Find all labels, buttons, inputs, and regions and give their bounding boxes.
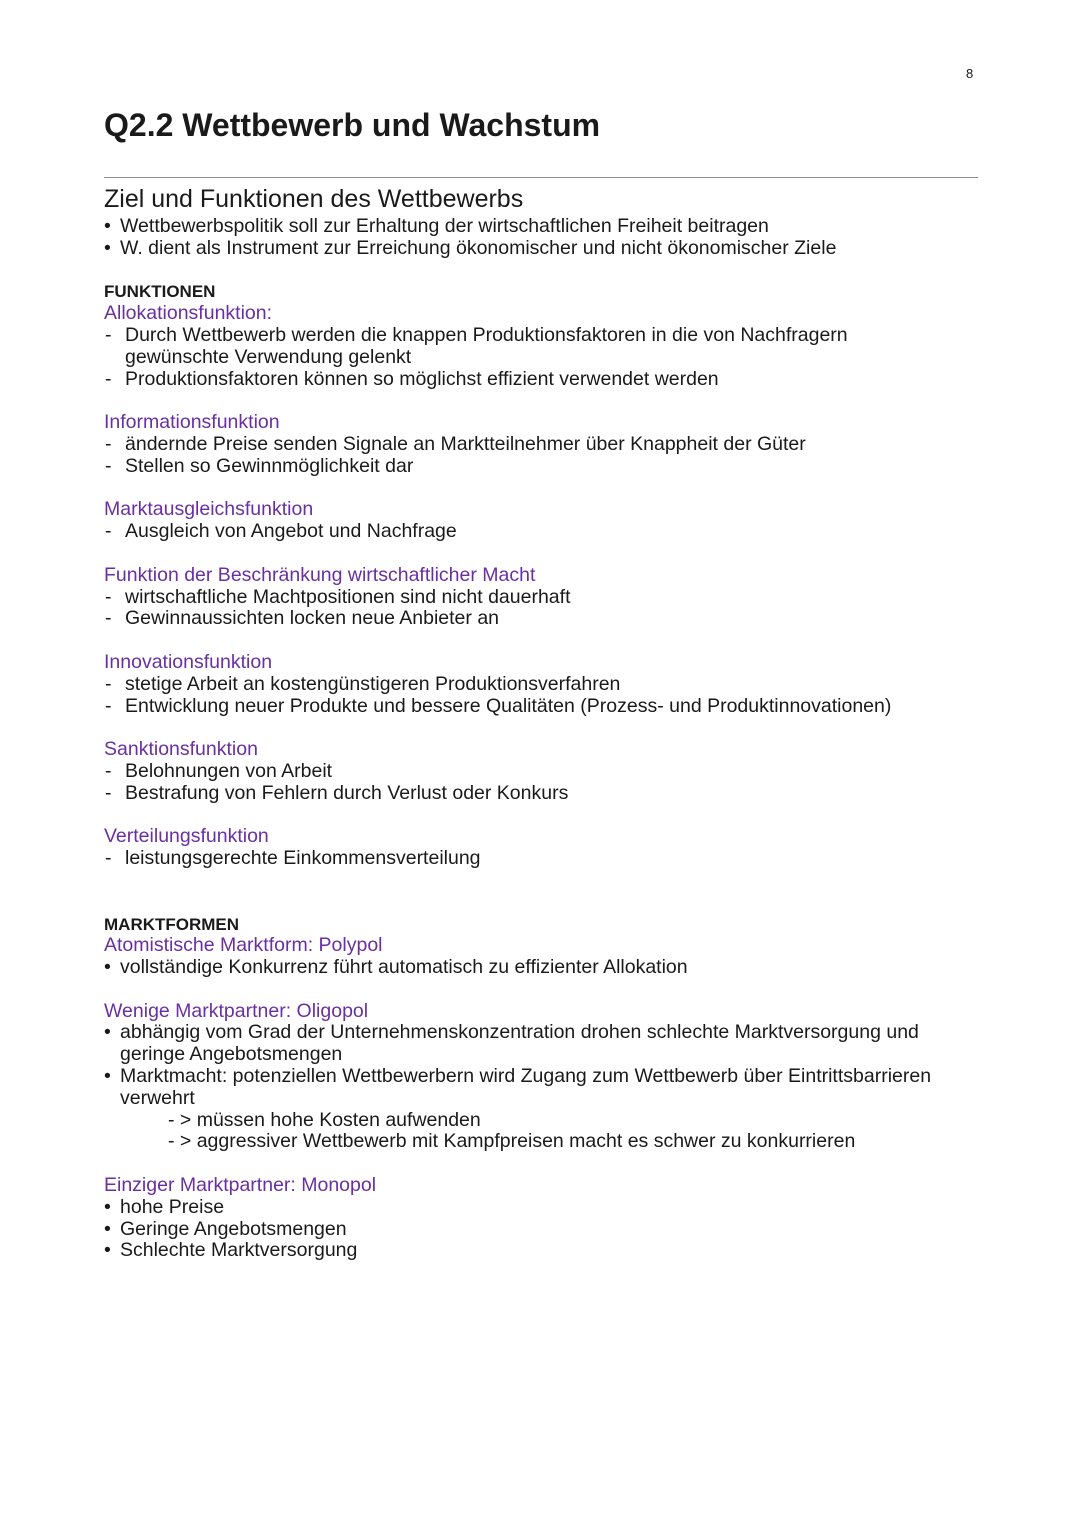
market-form-point: • Geringe Angebotsmengen — [104, 1219, 978, 1241]
document-body — [104, 104, 978, 1262]
function-point: - wirtschaftliche Machtpositionen sind nicht dauerhaft — [104, 587, 978, 609]
title-divider — [104, 177, 978, 178]
marktformen-heading: MARKTFORMEN — [104, 914, 240, 934]
market-form-title: Atomistische Marktform: Polypol — [104, 934, 383, 957]
function-title: Allokationsfunktion: — [104, 302, 273, 325]
intro-bullet: • Wettbewerbspolitik soll zur Erhaltung der wirtschaftlichen Freiheit beitragen — [104, 216, 978, 238]
market-form-point: • abhängig vom Grad der Unternehmenskonzentration drohen schlechte Marktversorgung und — [104, 1022, 978, 1044]
market-form-subpoint: - > müssen hohe Kosten aufwenden — [168, 1108, 481, 1131]
function-point: - Bestrafung von Fehlern durch Verlust oder Konkurs — [104, 783, 978, 805]
function-point: - Gewinnaussichten locken neue Anbieter an — [104, 608, 978, 630]
market-form-point: • Schlechte Marktversorgung — [104, 1240, 978, 1262]
function-point: - Durch Wettbewerb werden die knappen Produktionsfaktoren in die von Nachfragern — [104, 325, 978, 347]
function-point: - ändernde Preise senden Signale an Marktteilnehmer über Knappheit der Güter — [104, 434, 978, 456]
page-number: 8 — [966, 66, 974, 81]
market-form-point: • vollständige Konkurrenz führt automatisch zu effizienter Allokation — [104, 957, 978, 979]
market-form-title: Einziger Marktpartner: Monopol — [104, 1174, 377, 1197]
function-title: Verteilungsfunktion — [104, 825, 269, 848]
function-point: - stetige Arbeit an kostengünstigeren Produktionsverfahren — [104, 674, 978, 696]
market-form-subpoint: - > aggressiver Wettbewerb mit Kampfpreisen macht es schwer zu konkurrieren — [168, 1130, 856, 1153]
function-point: - Belohnungen von Arbeit — [104, 761, 978, 783]
funktionen-heading: FUNKTIONEN — [104, 282, 216, 302]
function-point: - Entwicklung neuer Produkte und bessere Qualitäten (Prozess- und Produktinnovationen) — [104, 696, 978, 718]
function-title: Funktion der Beschränkung wirtschaftlicher Macht — [104, 563, 536, 586]
function-point-continuation: gewünschte Verwendung gelenkt — [125, 345, 412, 368]
function-point: - Produktionsfaktoren können so möglichst effizient verwendet werden — [104, 369, 978, 391]
market-form-point-continuation: verwehrt — [120, 1086, 195, 1109]
function-point: - leistungsgerechte Einkommensverteilung — [104, 848, 978, 870]
function-title: Informationsfunktion — [104, 411, 280, 434]
section-title: Ziel und Funktionen des Wettbewerbs — [104, 185, 524, 213]
function-title: Marktausgleichsfunktion — [104, 498, 314, 521]
function-title: Sanktionsfunktion — [104, 738, 258, 761]
function-point: - Ausgleich von Angebot und Nachfrage — [104, 521, 978, 543]
market-form-point: • hohe Preise — [104, 1197, 978, 1219]
section-content — [104, 216, 978, 1262]
market-form-point: • Marktmacht: potenziellen Wettbewerbern wird Zugang zum Wettbewerb über Eintrittsbarrieren — [104, 1066, 978, 1088]
market-form-point-continuation: geringe Angebotsmengen — [120, 1043, 343, 1066]
intro-bullet: • W. dient als Instrument zur Erreichung ökonomischer und nicht ökonomischer Ziele — [104, 238, 978, 260]
market-form-title: Wenige Marktpartner: Oligopol — [104, 999, 369, 1022]
function-point: - Stellen so Gewinnmöglichkeit dar — [104, 456, 978, 478]
document-title: Q2.2 Wettbewerb und Wachstum — [104, 107, 601, 143]
function-title: Innovationsfunktion — [104, 650, 273, 673]
